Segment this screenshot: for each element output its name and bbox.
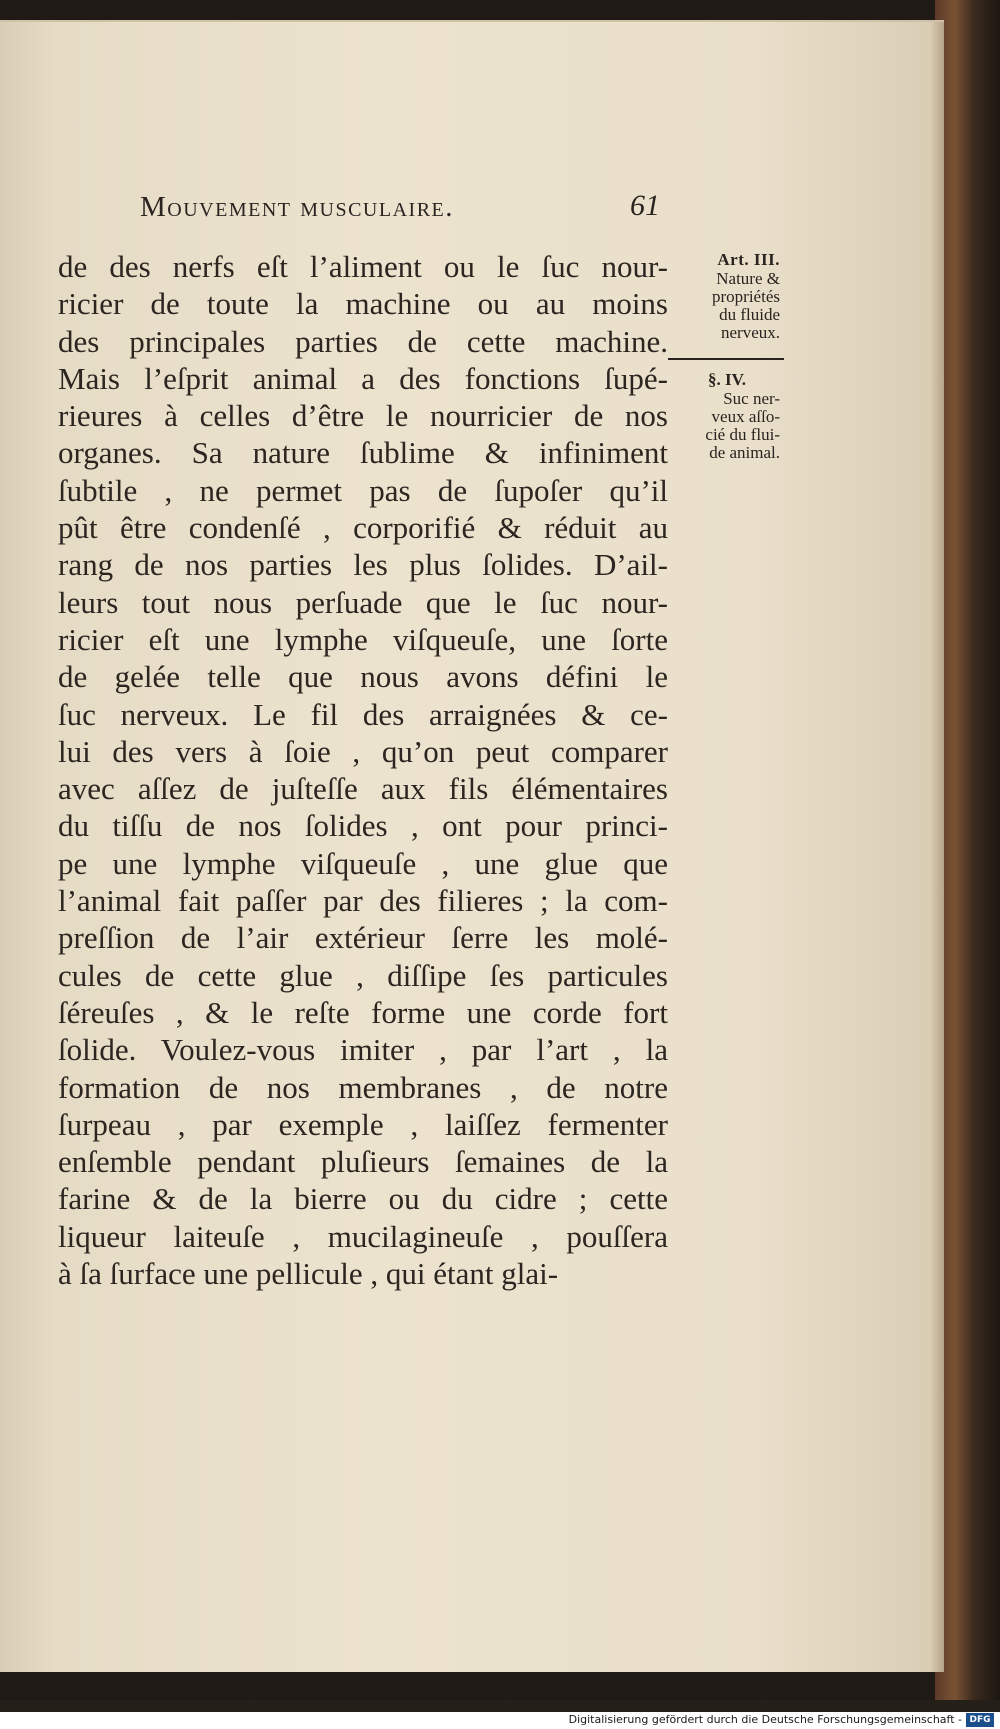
text-line: à ſa ſurface une pellicule , qui étant glai- [58,1256,559,1292]
margin-notes [660,250,780,462]
margin-article-heading: Art. III. [717,250,780,269]
margin-note-line: propriétés [712,287,780,306]
text-line: cules de cette glue , diſſipe ſes particules [58,957,668,993]
body-text [58,248,668,1292]
text-line: lui des vers à ſoie , qu’on peut comparer [58,733,668,769]
text-line: rang de nos parties les plus ſolides. D’ail- [58,547,668,583]
text-line: l’animal fait paſſer par des filieres ; la com- [58,883,668,919]
text-line: de des nerfs eſt l’aliment ou le ſuc nour- [58,249,668,284]
margin-note-line: Nature & [716,269,780,288]
running-title: Mouvement musculaire. [140,191,455,223]
margin-note-line: cié du flui- [705,425,780,444]
text-line: de gelée telle que nous avons défini le [58,659,668,695]
text-line: leurs tout nous perſuade que le ſuc nour- [58,584,668,620]
page-number: 61 [630,189,660,222]
text-line: ſolide. Voulez-vous imiter , par l’art , la [58,1032,668,1068]
margin-note-line: nerveux. [720,323,780,342]
text-line: liqueur laiteuſe , mucilagineuſe , pouſſera [58,1218,668,1254]
running-header [110,183,670,233]
text-line: preſſion de l’air extérieur ſerre les molé- [58,920,668,956]
dfg-logo: DFG [966,1713,994,1727]
text-line: Mais l’eſprit animal a des fonctions ſupé- [58,360,668,396]
margin-section-heading: §. IV. [708,370,746,389]
margin-note-line: Suc ner- [723,389,780,408]
text-line: du tiſſu de nos ſolides , ont pour princi- [58,808,668,844]
text-line: formation de nos membranes , de notre [58,1069,668,1105]
margin-rule [668,358,784,360]
margin-note-line: veux aſſo- [711,407,780,426]
text-line: ſéreuſes , & le reſte forme une corde fort [58,994,668,1030]
margin-note-line: du fluide [719,305,780,324]
text-line: ricier eſt une lymphe viſqueuſe, une ſorte [58,621,668,657]
book-cover-edge [935,0,1000,1700]
text-line: rieures à celles d’être le nourricier de nos [58,398,668,434]
text-line: des principales parties de cette machine. [58,323,668,359]
text-line: enſemble pendant pluſieurs ſemaines de la [58,1144,668,1180]
text-line: pût être condenſé , corporifié & réduit au [58,510,668,546]
text-line: ſurpeau , par exemple , laiſſez fermenter [58,1106,668,1142]
text-line: avec aſſez de juſteſſe aux fils élémentaires [58,771,668,807]
margin-note-line: de animal. [709,443,780,462]
footer-credit: Digitalisierung gefördert durch die Deutsche Forschungsgemeinschaft - [568,1713,962,1726]
text-line: ſubtile , ne permet pas de ſupoſer qu’il [58,472,668,508]
text-line: ricier de toute la machine ou au moins [58,286,668,322]
text-line: farine & de la bierre ou du cidre ; cette [58,1181,668,1217]
text-line: organes. Sa nature ſublime & infiniment [58,435,668,471]
text-line: ſuc nerveux. Le fil des arraignées & ce- [58,696,668,732]
text-line: pe une lymphe viſqueuſe , une glue que [58,845,668,881]
